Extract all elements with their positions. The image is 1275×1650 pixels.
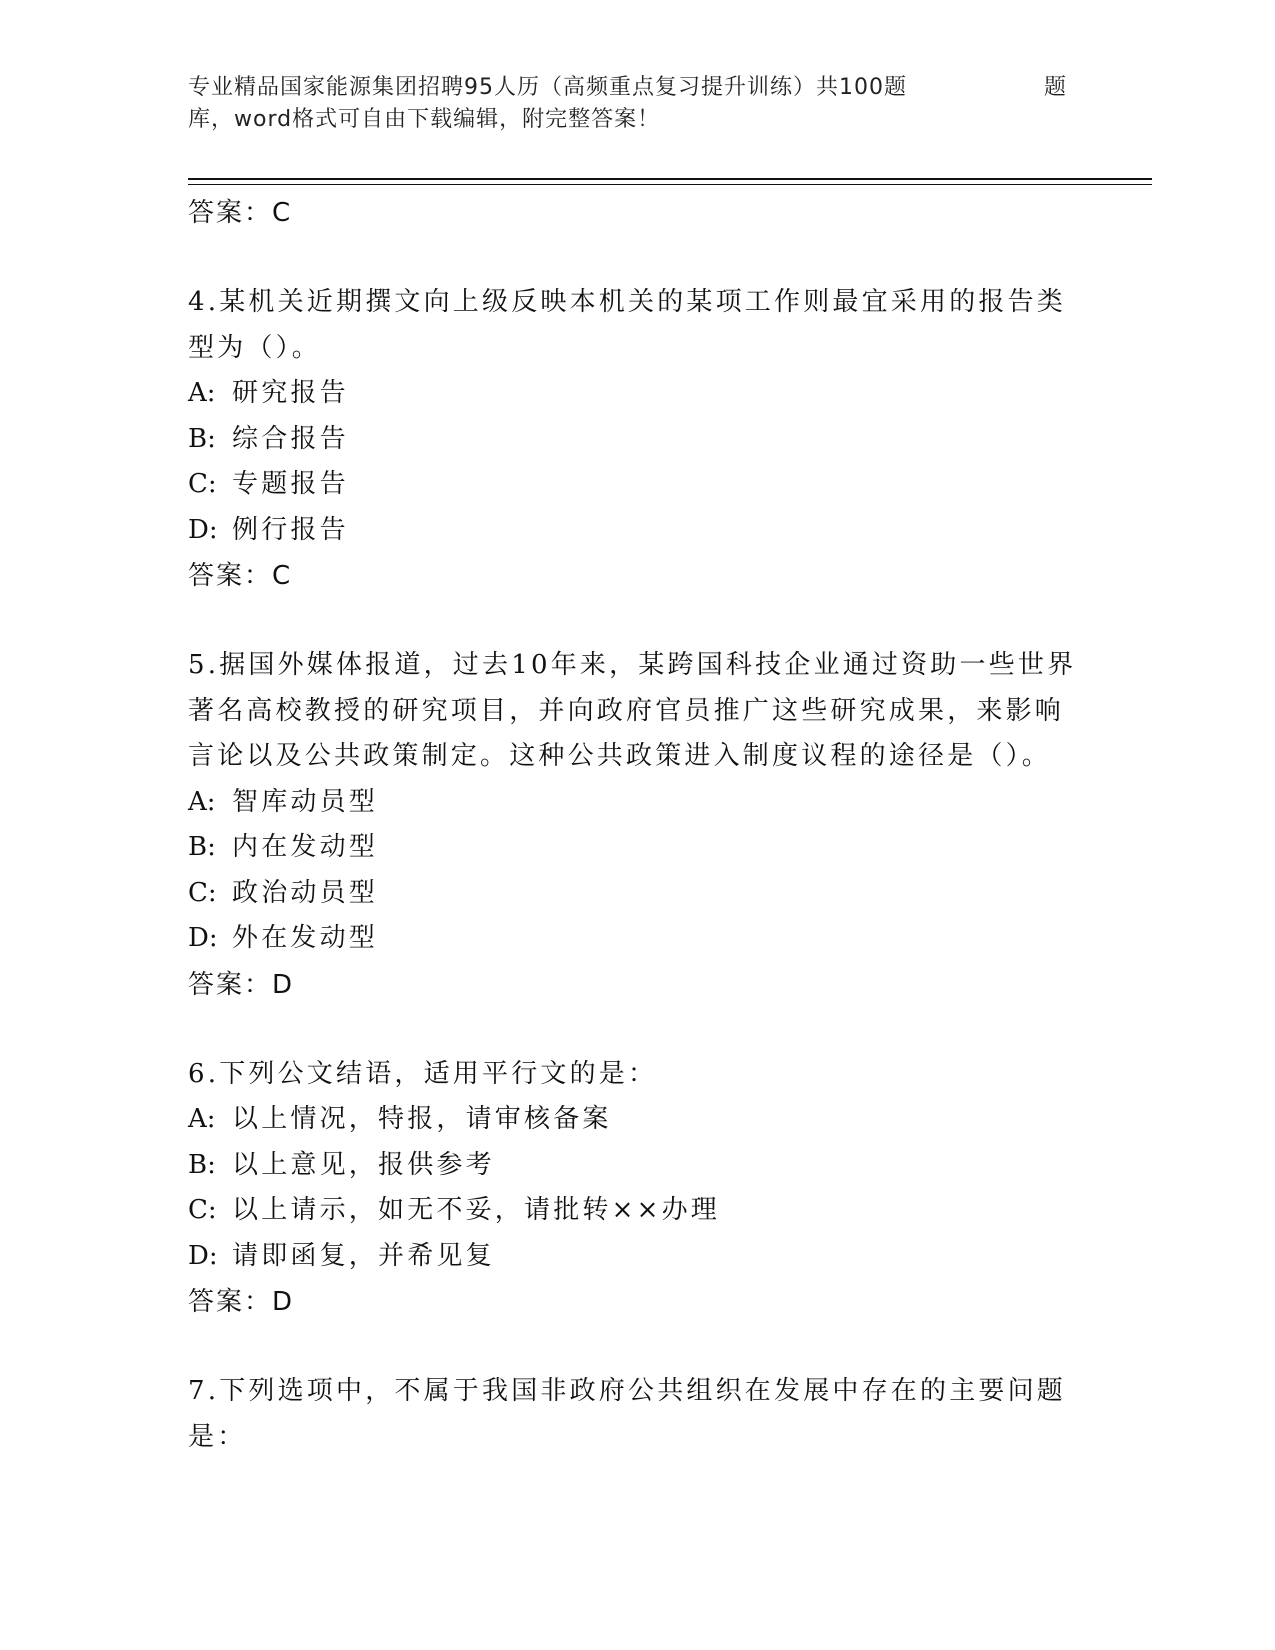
header-divider-thin (188, 184, 1152, 185)
spacer (188, 599, 1088, 643)
option-text: 例行报告 (232, 514, 349, 545)
option-c (188, 462, 1088, 508)
option-d (188, 1234, 1088, 1280)
option-text: 智库动员型 (232, 786, 379, 817)
header-title: 专业精品国家能源集团招聘95人历（高频重点复习提升训练）共100题 (188, 75, 907, 100)
header-title-suffix: 题 (1044, 75, 1068, 100)
question-answer (188, 962, 1088, 1008)
header-divider-thick (188, 178, 1152, 180)
option-text: 外在发动型 (232, 923, 379, 953)
option-key: D: (188, 1240, 218, 1271)
header-line-2: 库，word格式可自由下载编辑，附完整答案！ (188, 107, 661, 132)
option-text: 以上情况，特报，请审核备案 (232, 1104, 612, 1134)
option-text: 综合报告 (232, 423, 349, 454)
option-b (188, 417, 1088, 463)
option-key: C: (188, 1195, 217, 1225)
previous-answer (188, 190, 1088, 236)
page-header (188, 72, 1068, 136)
question-answer (188, 1279, 1088, 1325)
option-key: D: (188, 923, 218, 953)
option-text: 政治动员型 (232, 877, 379, 908)
question-4 (188, 280, 1088, 599)
option-text: 以上请示，如无不妥，请批转××办理 (232, 1195, 720, 1225)
option-a (188, 1097, 1088, 1143)
question-text: 6.下列公文结语，适用平行文的是： (188, 1058, 658, 1089)
question-6 (188, 1052, 1088, 1326)
answer-value: C (272, 561, 291, 591)
option-text: 以上意见，报供参考 (232, 1149, 495, 1180)
spacer (188, 1325, 1088, 1369)
option-key: A: (188, 786, 216, 817)
option-a (188, 780, 1088, 826)
answer-label: 答案： (188, 198, 273, 228)
option-key: C: (188, 877, 217, 908)
option-d (188, 508, 1088, 554)
option-c (188, 1188, 1088, 1234)
answer-value: D (272, 1287, 293, 1317)
option-text: 内在发动型 (232, 832, 379, 862)
option-c (188, 871, 1088, 917)
question-text: 7.下列选项中，不属于我国非政府公共组织在发展中存在的主要问题是： (188, 1376, 1067, 1452)
answer-value: C (272, 198, 291, 228)
option-b (188, 825, 1088, 871)
option-text: 研究报告 (232, 378, 349, 408)
option-b (188, 1143, 1088, 1189)
question-7 (188, 1369, 1088, 1460)
question-text: 5.据国外媒体报道，过去10年来，某跨国科技企业通过资助一些世界著名高校教授的研究项目，并向政府官员推广这些研究成果，来影响言论以及公共政策制定。这种公共政策进入制度议程的途径是（）。 (188, 650, 1077, 771)
question-answer (188, 553, 1088, 599)
answer-value: D (272, 969, 293, 1000)
spacer (188, 1008, 1088, 1052)
question-5 (188, 643, 1088, 1008)
option-key: B: (188, 832, 216, 862)
option-text: 请即函复，并希见复 (232, 1240, 495, 1271)
answer-label: 答案： (188, 1287, 273, 1317)
question-text: 4.某机关近期撰文向上级反映本机关的某项工作则最宜采用的报告类型为（）。 (188, 287, 1067, 363)
option-text: 专题报告 (232, 469, 349, 499)
option-key: A: (188, 1104, 216, 1134)
option-key: A: (188, 378, 216, 408)
option-key: B: (188, 423, 216, 454)
option-a (188, 371, 1088, 417)
question-list (188, 190, 1088, 1460)
spacer (188, 236, 1088, 280)
header-line-1 (188, 72, 1068, 104)
option-key: B: (188, 1149, 216, 1180)
option-d (188, 916, 1088, 962)
answer-label: 答案： (188, 561, 273, 591)
option-key: C: (188, 469, 217, 499)
option-key: D: (188, 514, 218, 545)
answer-label: 答案： (188, 969, 273, 1000)
